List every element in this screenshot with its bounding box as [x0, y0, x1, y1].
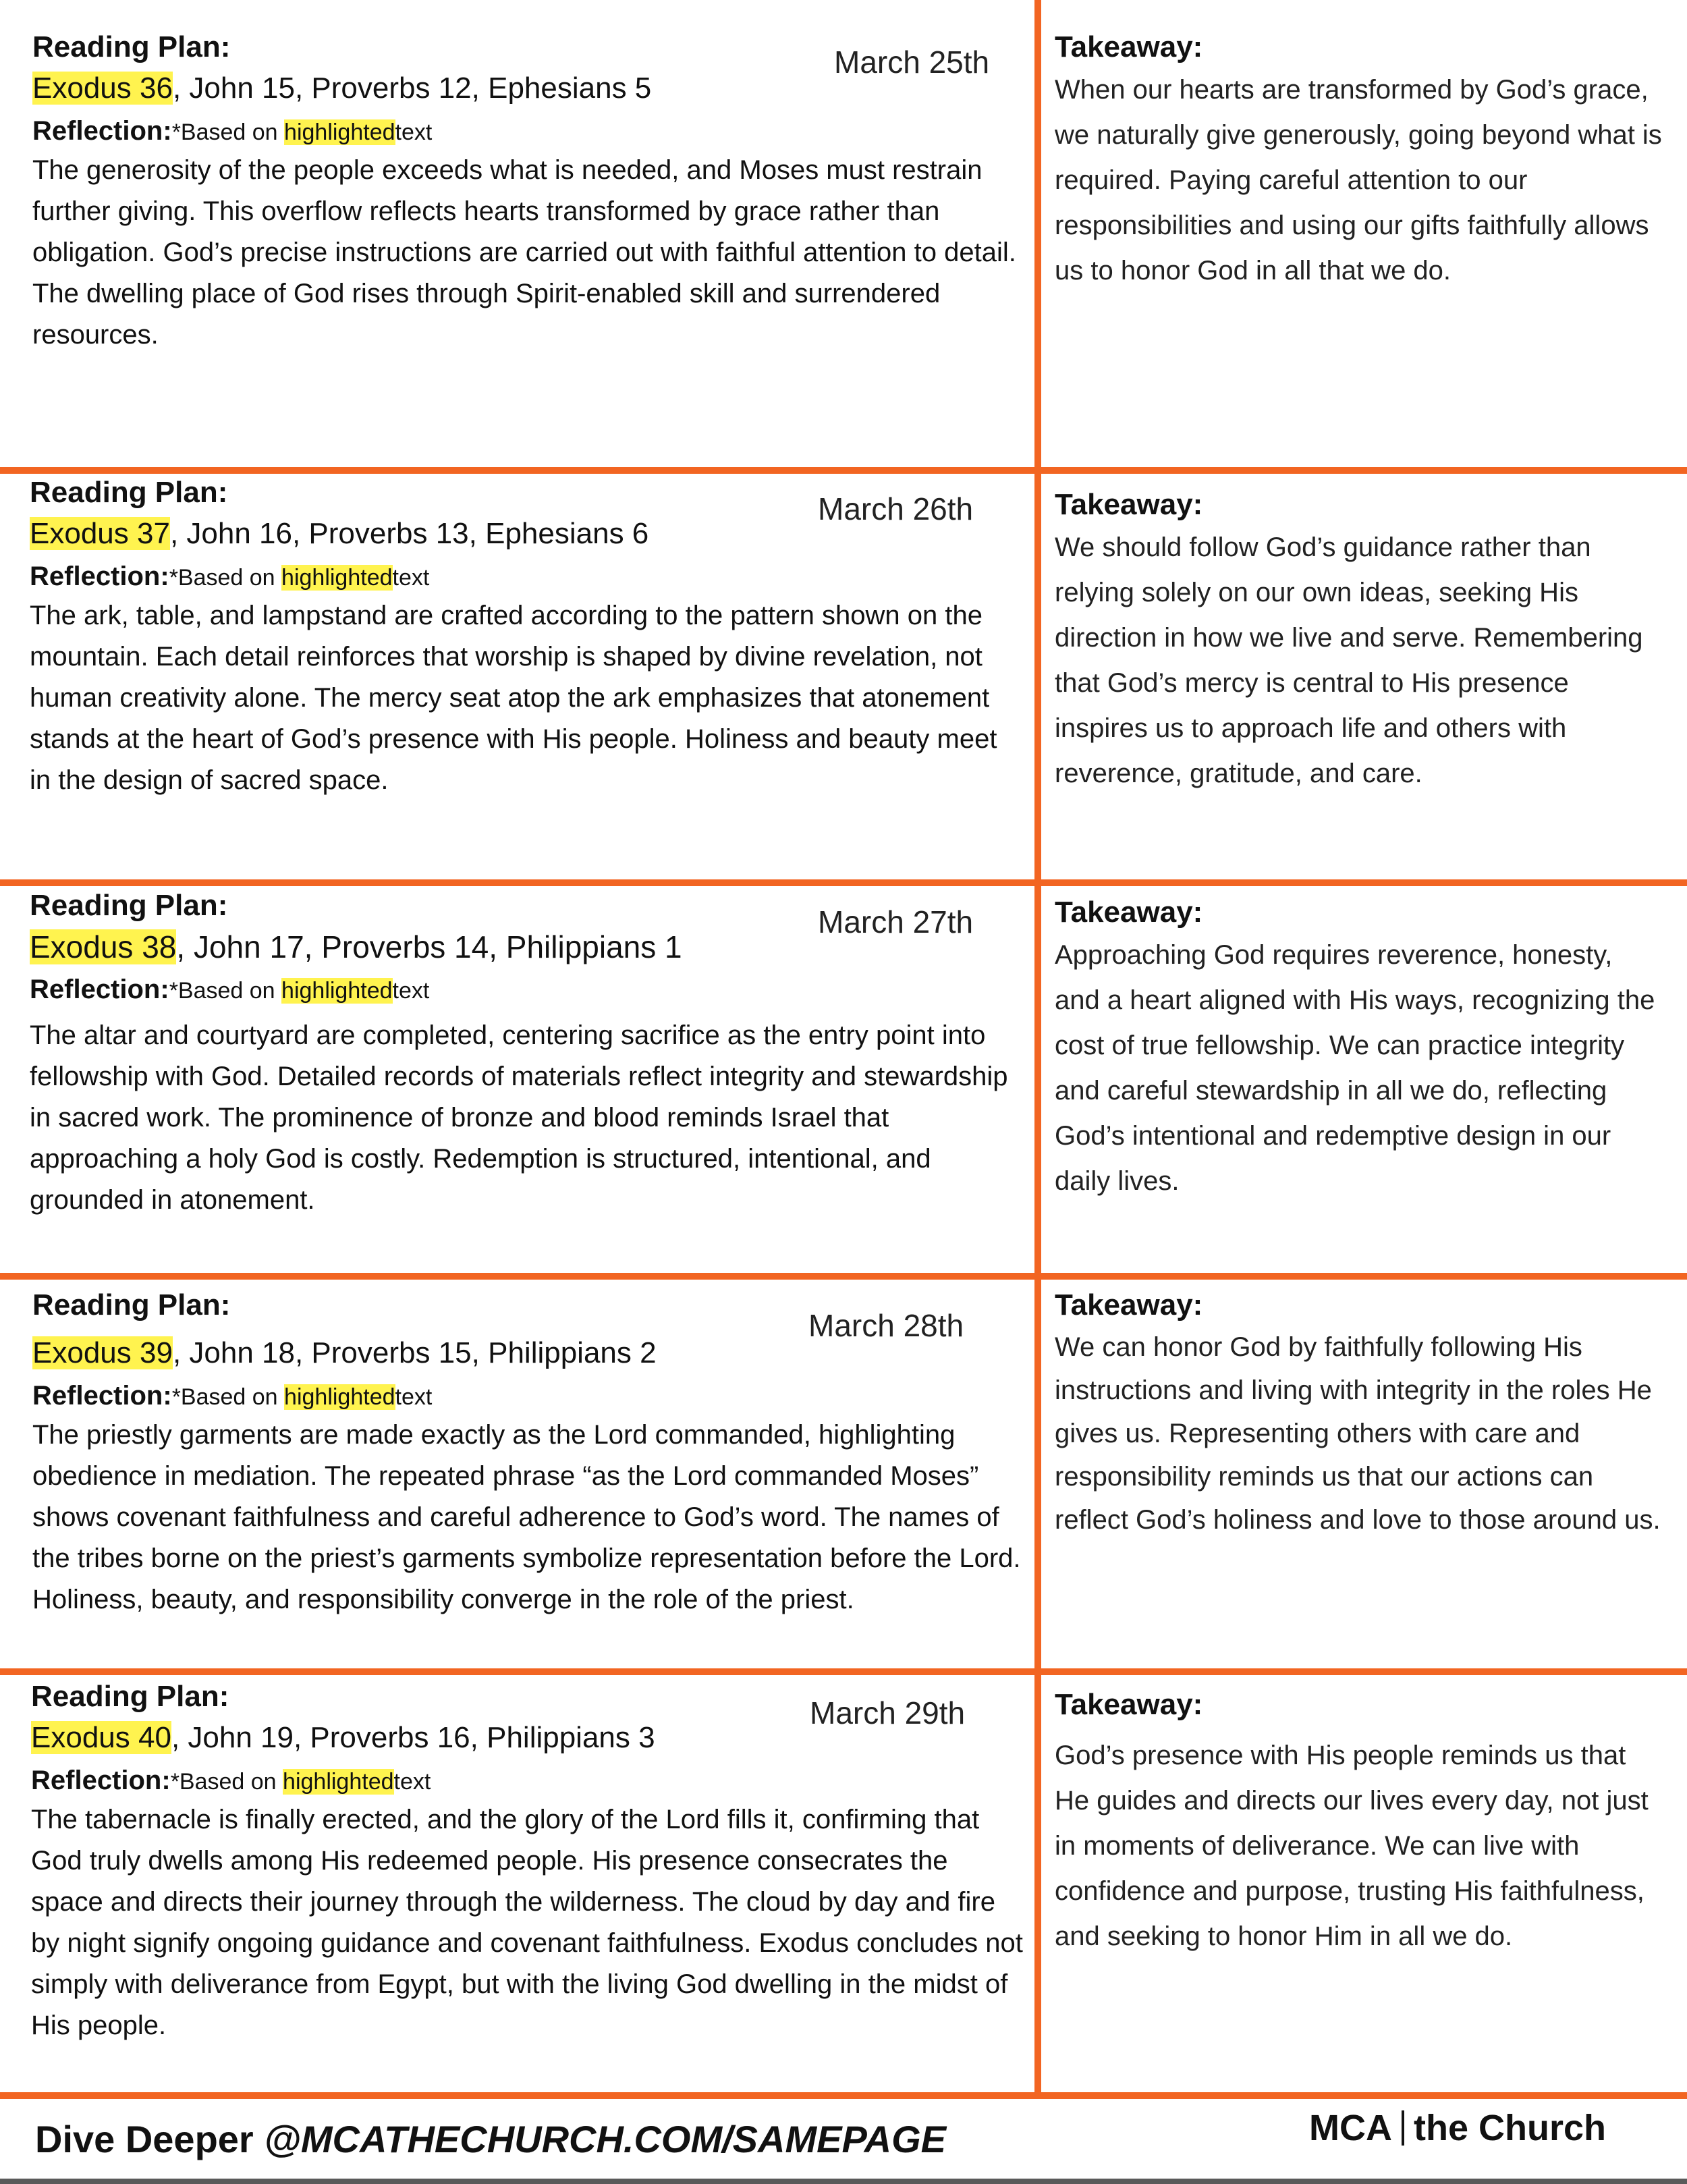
takeaway-label: Takeaway: — [1055, 1288, 1203, 1321]
based-on-note: *Based on — [171, 119, 285, 145]
other-readings: , John 16, Proverbs 13, Ephesians 6 — [169, 517, 649, 550]
reflection-header — [32, 113, 1024, 150]
based-on-note: *Based on — [170, 1769, 283, 1795]
other-readings: , John 18, Proverbs 15, Philippians 2 — [172, 1336, 657, 1369]
takeaway-text: We can honor God by faithfully following His instructions and living with integrity in the roles He gives us. Representing others with care and responsibility reminds us that our actions can reflect God’s holiness and love to those around us. — [1055, 1332, 1661, 1535]
takeaway-column — [1055, 1285, 1662, 1541]
bottom-bar — [0, 2179, 1687, 2184]
takeaway-text: Approaching God requires reverence, honesty, and a heart aligned with His ways, recognizing the cost of true fellowship. We can practice integrity and careful stewardship in all we do, reflecting God’s intentional and redemptive design in our daily lives. — [1055, 940, 1655, 1196]
takeaway-column — [1055, 485, 1662, 796]
date-label: March 26th — [818, 491, 974, 526]
reflection-header — [32, 1378, 1024, 1415]
brand-separator — [1402, 2110, 1404, 2146]
highlighted-reading: Exodus 38 — [30, 929, 177, 964]
date-label: March 25th — [834, 45, 990, 80]
other-readings: , John 17, Proverbs 14, Philippians 1 — [176, 929, 682, 964]
website-link[interactable]: @MCATHECHURCH.COM/SAMEPAGE — [264, 2118, 947, 2160]
reading-plan-label: Reading Plan: — [32, 1288, 231, 1321]
text-word: text — [395, 119, 433, 145]
highlighted-word: highlighted — [281, 565, 393, 591]
dive-deeper-label: Dive Deeper — [35, 2118, 265, 2160]
reflection-text: The altar and courtyard are completed, centering sacrifice as the entry point into fellowship with God. Detailed records of materials reflect integrity and stewardship in sacred work. The prominence of bronze and blood reminds Israel that approaching a holy God is costly. Redemption is structured, intentional, and grounded in atonement. — [30, 1020, 1008, 1215]
text-word: text — [393, 1769, 431, 1795]
takeaway-text: When our hearts are transformed by God’s grace, we naturally give generously, going beyond what is required. Paying careful attention to our responsibilities and using our gifts faithfully allows us to honor God in all that we do. — [1055, 75, 1662, 285]
reading-plan-label: Reading Plan: — [30, 889, 228, 922]
row-divider — [0, 1668, 1687, 1675]
reflection-header — [30, 559, 1022, 595]
highlighted-word: highlighted — [284, 1384, 395, 1410]
takeaway-text: We should follow God’s guidance rather than relying solely on our own ideas, seeking His direction in how we live and serve. Remembering that God’s mercy is central to His presence inspires us to approach life and others with reverence, gratitude, and care. — [1055, 533, 1643, 788]
highlighted-reading: Exodus 36 — [32, 72, 173, 105]
reading-plan-label: Reading Plan: — [32, 30, 231, 63]
highlighted-reading: Exodus 40 — [31, 1721, 171, 1754]
brand-left: MCA — [1309, 2108, 1392, 2148]
text-word: text — [392, 565, 430, 591]
based-on-note: *Based on — [169, 978, 282, 1004]
highlighted-reading: Exodus 39 — [32, 1336, 173, 1369]
text-word: text — [395, 1384, 433, 1410]
brand-logo — [1309, 2104, 1606, 2152]
takeaway-text: God’s presence with His people reminds us that He guides and directs our lives every day, not just in moments of deliverance. We can live with confidence and purpose, trusting His faithfulness, and seeking to honor Him in all we do. — [1055, 1741, 1649, 1951]
reflection-header — [31, 1763, 1023, 1799]
based-on-note: *Based on — [169, 565, 282, 591]
highlighted-reading: Exodus 37 — [30, 517, 170, 550]
reflection-text: The tabernacle is finally erected, and the glory of the Lord fills it, confirming that God truly dwells among His redeemed people. His presence consecrates the space and directs their journey through the wilderness. The cloud by day and fire by night signify ongoing guidance and covenant faithfulness. Exodus concludes not simply with deliverance from Egypt, but with the living God dwelling in the midst of His people. — [31, 1805, 1023, 2040]
highlighted-word: highlighted — [284, 119, 395, 145]
dive-deeper-footer — [35, 2116, 946, 2163]
takeaway-column — [1055, 1685, 1662, 1959]
other-readings: , John 19, Proverbs 16, Philippians 3 — [171, 1721, 655, 1754]
brand-right: the Church — [1413, 2108, 1606, 2148]
reflection-text: The generosity of the people exceeds what is needed, and Moses must restrain further giving. This overflow reflects hearts transformed by grace rather than obligation. God’s precise instructions are carried out with faithful attention to detail. The dwelling place of God rises through Spirit-enabled skill and surrendered resources. — [32, 155, 1016, 350]
reading-plan-label: Reading Plan: — [30, 476, 228, 509]
takeaway-label: Takeaway: — [1055, 488, 1203, 521]
takeaway-column — [1055, 27, 1662, 294]
text-word: text — [392, 978, 430, 1004]
reflection-text: The priestly garments are made exactly as the Lord commanded, highlighting obedience in mediation. The repeated phrase “as the Lord commanded Moses” shows covenant faithfulness and careful adherence to God’s word. The names of the tribes borne on the priest’s garments symbolize representation before the Lord. Holiness, beauty, and responsibility converge in the role of the priest. — [32, 1420, 1021, 1614]
reflection-label: Reflection: — [30, 562, 169, 591]
row-divider — [0, 1273, 1687, 1280]
date-label: March 28th — [808, 1308, 964, 1343]
date-label: March 29th — [810, 1695, 966, 1730]
column-divider — [1034, 0, 1041, 2099]
reading-plan-label: Reading Plan: — [31, 1680, 229, 1713]
reflection-text: The ark, table, and lampstand are crafted according to the pattern shown on the mountain. Each detail reinforces that worship is shaped by divine revelation, not human creativity alone. The mercy seat atop the ark emphasizes that atonement stands at the heart of God’s presence with His people. Holiness and beauty meet in the design of sacred space. — [30, 601, 997, 795]
other-readings: , John 15, Proverbs 12, Ephesians 5 — [172, 72, 652, 105]
row-divider — [0, 2092, 1687, 2099]
highlighted-word: highlighted — [283, 1769, 394, 1795]
takeaway-column — [1055, 892, 1662, 1204]
takeaway-label: Takeaway: — [1055, 896, 1203, 929]
reflection-header — [30, 972, 1022, 1008]
takeaway-label: Takeaway: — [1055, 30, 1203, 63]
reflection-label: Reflection: — [31, 1766, 171, 1795]
reflection-label: Reflection: — [32, 116, 172, 146]
date-label: March 27th — [818, 904, 974, 939]
reflection-label: Reflection: — [32, 1381, 172, 1411]
highlighted-word: highlighted — [281, 978, 393, 1004]
reflection-label: Reflection: — [30, 975, 169, 1004]
based-on-note: *Based on — [171, 1384, 285, 1410]
takeaway-label: Takeaway: — [1055, 1688, 1203, 1721]
